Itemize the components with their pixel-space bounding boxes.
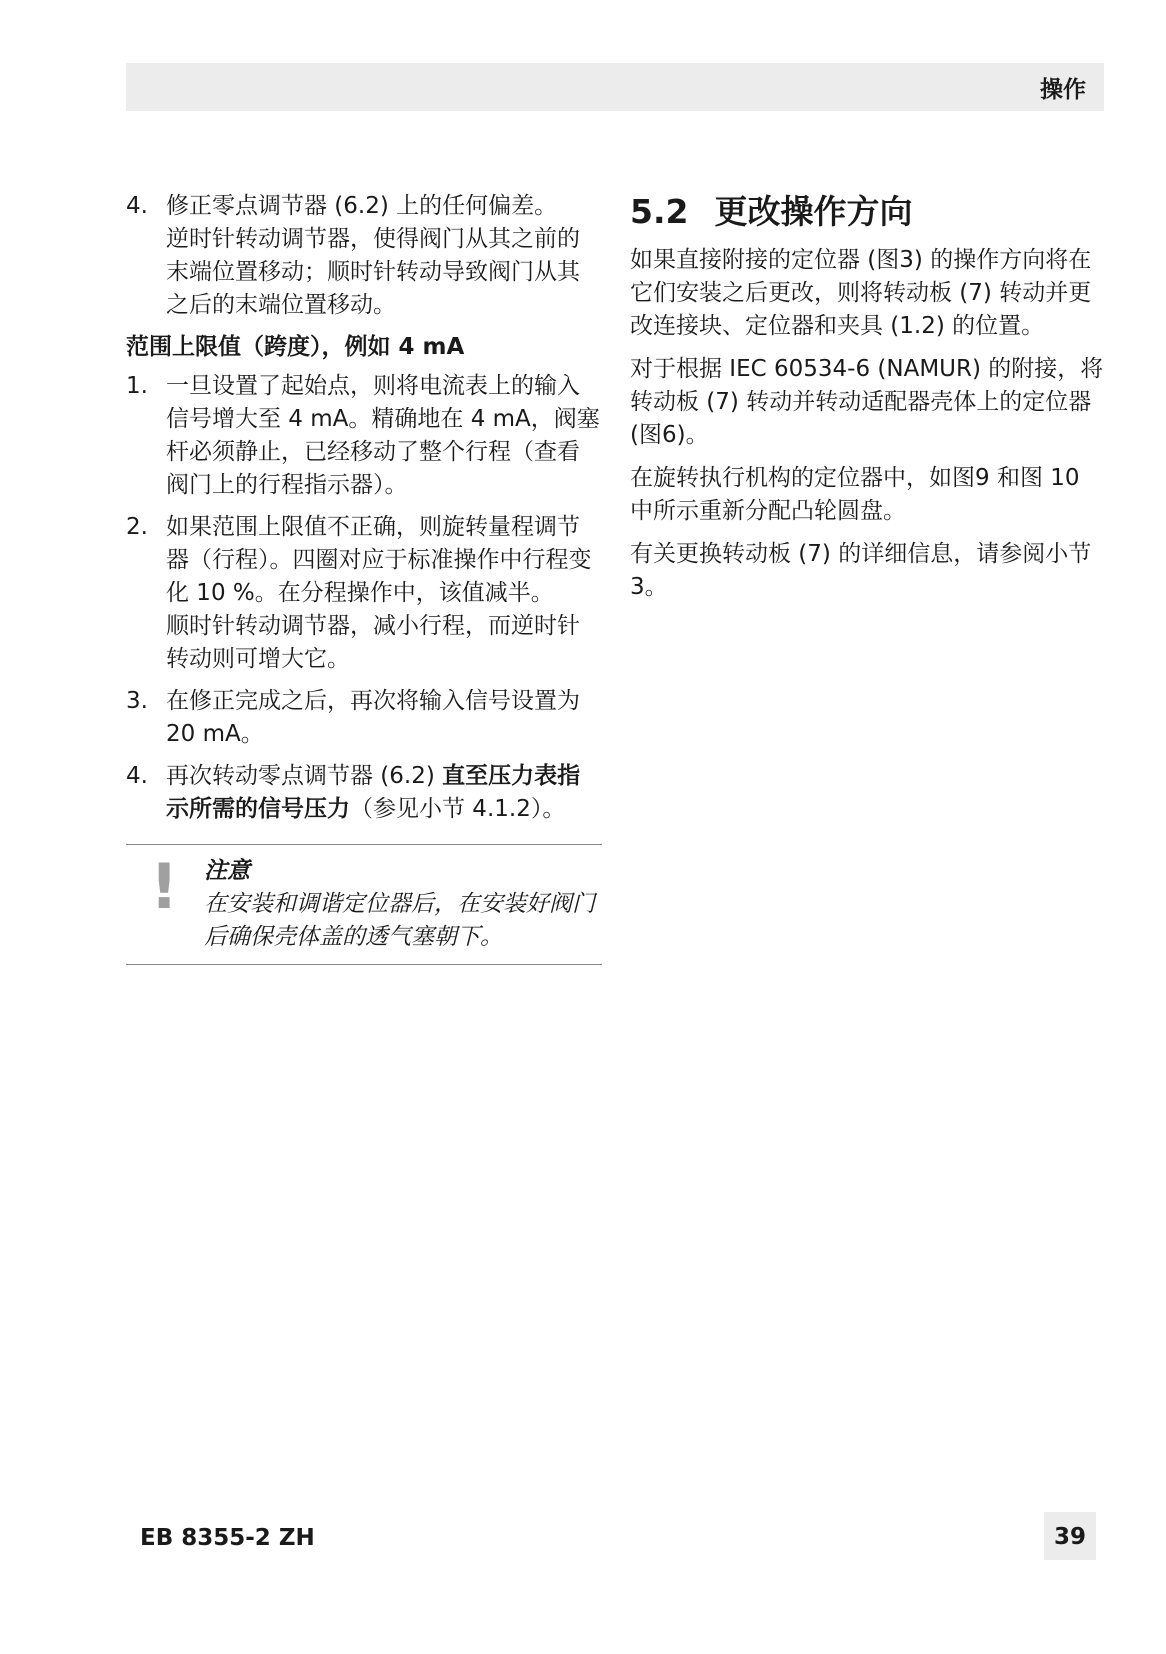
list-item <box>126 370 602 502</box>
left-column <box>126 190 602 965</box>
item-text: 在修正完成之后，再次将输入信号设置为 20 mA。 <box>166 688 580 747</box>
item-continuation: 顺时针转动调节器，减小行程，而逆时针转动则可增大它。 <box>166 613 580 672</box>
paragraph: 有关更换转动板 (7) 的详细信息，请参阅小节 3。 <box>630 541 1092 600</box>
section-number: 5.2 <box>630 192 689 231</box>
page-number-box <box>1044 1512 1096 1560</box>
paragraph: 在旋转执行机构的定位器中，如图9 和图 10 中所示重新分配凸轮圆盘。 <box>630 465 1080 524</box>
item-text-post: （参见小节 4.1.2）。 <box>350 796 566 822</box>
item-text: 一旦设置了起始点，则将电流表上的输入信号增大至 4 mA。精确地在 4 mA，阀塞杆必须静止，已经移动了整个行程（查看阀门上的行程指示器）。 <box>166 373 600 498</box>
item-number: 3. <box>126 688 148 714</box>
section-title: 更改操作方向 <box>714 192 913 231</box>
item-number: 4. <box>126 193 148 219</box>
document-id: EB 8355-2 ZH <box>140 1525 315 1551</box>
header-title: 操作 <box>1040 77 1086 103</box>
list-item <box>126 760 602 826</box>
section-heading <box>630 190 1108 234</box>
subheading: 范围上限值（跨度），例如 4 mA <box>126 334 465 360</box>
item-text <box>166 760 602 826</box>
item-number: 1. <box>126 373 148 399</box>
list-item <box>126 685 602 751</box>
note-title: 注意 <box>204 858 250 884</box>
note-text: 在安装和调谐定位器后，在安装好阀门后确保壳体盖的透气塞朝下。 <box>204 891 595 950</box>
list-item <box>126 511 602 676</box>
header-bar <box>126 63 1104 111</box>
item-text: 修正零点调节器 (6.2) 上的任何偏差。 <box>166 193 558 219</box>
page-number: 39 <box>1053 1524 1086 1550</box>
paragraph: 对于根据 IEC 60534-6 (NAMUR) 的附接，将转动板 (7) 转动并转动适配器壳体上的定位器 (图6)。 <box>630 356 1104 448</box>
item-number: 2. <box>126 514 148 540</box>
paragraph: 如果直接附接的定位器 (图3) 的操作方向将在它们安装之后更改，则将转动板 (7) 转动并更改连接块、定位器和夹具 (1.2) 的位置。 <box>630 247 1092 339</box>
item-text-bold: 直至压力表指示所需的信号压力 <box>166 763 581 822</box>
list-item <box>126 190 602 322</box>
right-column <box>630 190 1108 614</box>
item-number: 4. <box>126 763 148 789</box>
note-box <box>126 844 602 965</box>
item-text-pre: 再次转动零点调节器 (6.2) <box>166 763 443 789</box>
item-continuation: 逆时针转动调节器，使得阀门从其之前的末端位置移动；顺时针转动导致阀门从其之后的末端位置移动。 <box>166 226 580 318</box>
exclamation-icon: ! <box>150 850 179 923</box>
item-text: 如果范围上限值不正确，则旋转量程调节器（行程）。四圈对应于标准操作中行程变化 10 %。在分程操作中，该值减半。 <box>166 514 592 606</box>
